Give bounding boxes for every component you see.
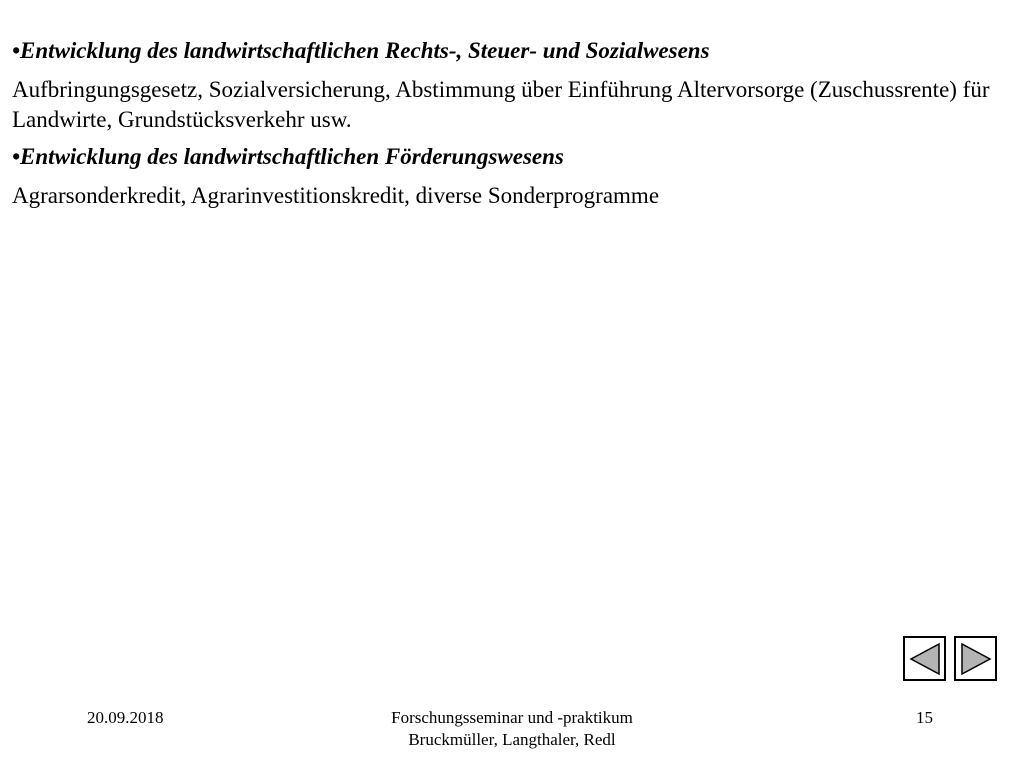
- footer-authors: Bruckmüller, Langthaler, Redl: [408, 730, 616, 749]
- slide-content: [12, 36, 1002, 218]
- section-body-law-tax-social: Aufbringungsgesetz, Sozialversicherung, Abstimmung über Einführung Altervorsorge (Zuschussrente) für Landwirte, Grundstücksverkehr usw.: [12, 77, 990, 132]
- triangle-right-icon: [958, 640, 994, 678]
- section-heading-law-tax-social: •Entwicklung des landwirtschaftlichen Rechts-, Steuer- und Sozialwesens: [12, 38, 710, 63]
- previous-slide-button[interactable]: [903, 636, 946, 681]
- footer-date: 20.09.2018: [87, 708, 164, 727]
- footer-page-number: 15: [916, 708, 933, 727]
- triangle-left-icon: [907, 640, 943, 678]
- footer-course-title: Forschungsseminar und -praktikum: [391, 708, 633, 727]
- slide-navigation: [903, 636, 997, 681]
- footer-course-info: [362, 707, 662, 751]
- next-slide-button[interactable]: [954, 636, 997, 681]
- section-heading-funding: •Entwicklung des landwirtschaftlichen Förderungswesens: [12, 144, 564, 169]
- section-body-funding: Agrarsonderkredit, Agrarinvestitionskredit, diverse Sonderprogramme: [12, 183, 660, 208]
